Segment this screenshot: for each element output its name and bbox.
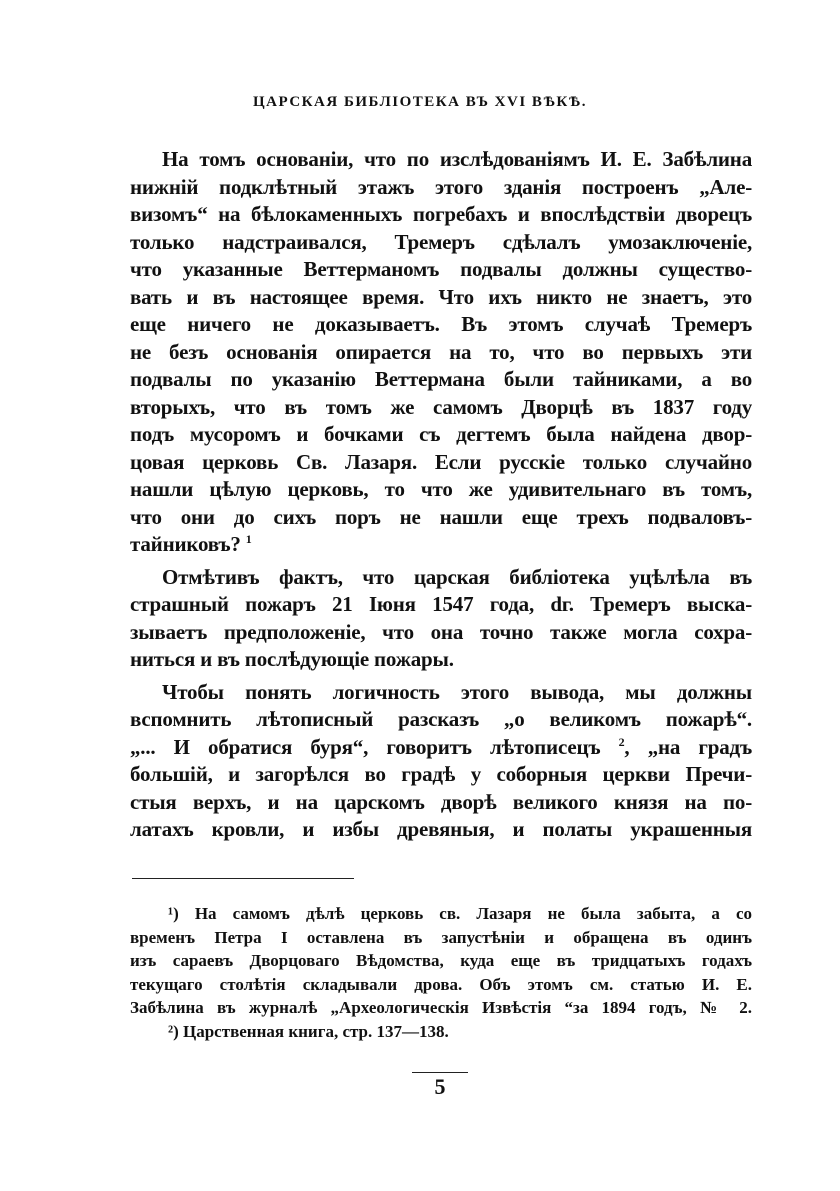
text-line: подвалы по указанію Веттермана были тайниками, а во <box>130 367 752 391</box>
text-line: Чтобы понять логичность этого вывода, мы должны <box>162 679 752 704</box>
footnote-divider <box>132 878 354 879</box>
text-fragment: тайниковъ? <box>130 532 241 556</box>
main-text <box>130 146 752 844</box>
running-header: ЦАРСКАЯ БИБЛІОТЕКА ВЪ XVI ВѢКѢ. <box>253 94 587 110</box>
text-line: вать и въ настоящее время. Что ихъ никто не знаетъ, это <box>130 284 752 309</box>
text-line: страшный пожаръ 21 Іюня 1547 года, dг. Тремеръ выска- <box>130 592 752 616</box>
text-line: еще ничего не доказываетъ. Въ этомъ случаѣ Тремеръ <box>130 312 752 336</box>
text-line: подъ мусоромъ и бочками съ дегтемъ была найдена двор- <box>130 422 752 446</box>
text-fragment: , „на градъ <box>624 734 752 759</box>
footnote-line: Забѣлина въ журналѣ „Археологическія Извѣстія “за 1894 годъ, № 2. <box>130 998 752 1017</box>
text-line <box>130 531 752 559</box>
text-line: не безъ основанія опирается на то, что во первыхъ эти <box>130 339 752 364</box>
text-line: стыя верхъ, и на царскомъ дворѣ великого князя на по- <box>130 789 752 814</box>
text-line: вспомнить лѣтописный разсказъ „о великомъ пожарѣ“. <box>130 707 752 731</box>
footnote-ref-2[interactable]: 2 <box>618 734 625 749</box>
footnotes <box>130 902 752 1043</box>
text-line <box>130 734 752 762</box>
text-line: только надстраивался, Тремеръ сдѣлалъ умозаключеніе, <box>130 229 752 254</box>
text-line: что указанные Веттерманомъ подвалы должны существо- <box>130 257 752 281</box>
text-line: цовая церковь Св. Лазаря. Если русскіе только случайно <box>130 449 752 474</box>
text-line: ниться и въ послѣдующіе пожары. <box>130 647 454 671</box>
footnote-line: ²) Царственная книга, стр. 137—138. <box>168 1021 449 1041</box>
text-line: зываетъ предположеніе, что она точно также могла сохра- <box>130 619 752 644</box>
footnote-line: временъ Петра I оставлена въ запустѣніи и обращена въ одинъ <box>130 927 752 947</box>
text-line: нашли цѣлую церковь, то что же удивительнаго въ томъ, <box>130 477 752 501</box>
footnote-line: изъ сараевъ Дворцоваго Вѣдомства, куда еще въ тридцатыхъ годахъ <box>130 951 752 970</box>
text-line: латахъ кровли, и избы древяныя, и полаты украшенныя <box>130 817 752 841</box>
text-line: что они до сихъ поръ не нашли еще трехъ подваловъ- <box>130 504 752 529</box>
text-fragment: „... И обратися буря“, говоритъ лѣтописецъ <box>130 734 601 759</box>
text-line: большій, и загорѣлся во градѣ у соборныя церкви Пречи- <box>130 762 752 786</box>
page-number: 5 <box>434 1074 446 1099</box>
page-number-rule <box>412 1072 468 1073</box>
footnote-ref-1[interactable]: 1 <box>245 532 252 546</box>
text-line: визомъ“ на бѣлокаменныхъ погребахъ и впослѣдствіи дворецъ <box>130 202 752 226</box>
footnote-line: текущаго столѣтія складывали дрова. Объ этомъ см. статью И. Е. <box>130 974 752 994</box>
footnote-line: ¹) На самомъ дѣлѣ церковь св. Лазаря не была забыта, а со <box>168 904 752 923</box>
text-line: На томъ основаніи, что по изслѣдованіямъ И. Е. Забѣлина <box>162 147 752 171</box>
text-line: нижній подклѣтный этажъ этого зданія построенъ „Але- <box>130 174 752 199</box>
text-line: Отмѣтивъ фактъ, что царская библіотека уцѣлѣла въ <box>162 564 752 589</box>
text-line: вторыхъ, что въ томъ же самомъ Дворцѣ въ 1837 году <box>130 394 752 419</box>
